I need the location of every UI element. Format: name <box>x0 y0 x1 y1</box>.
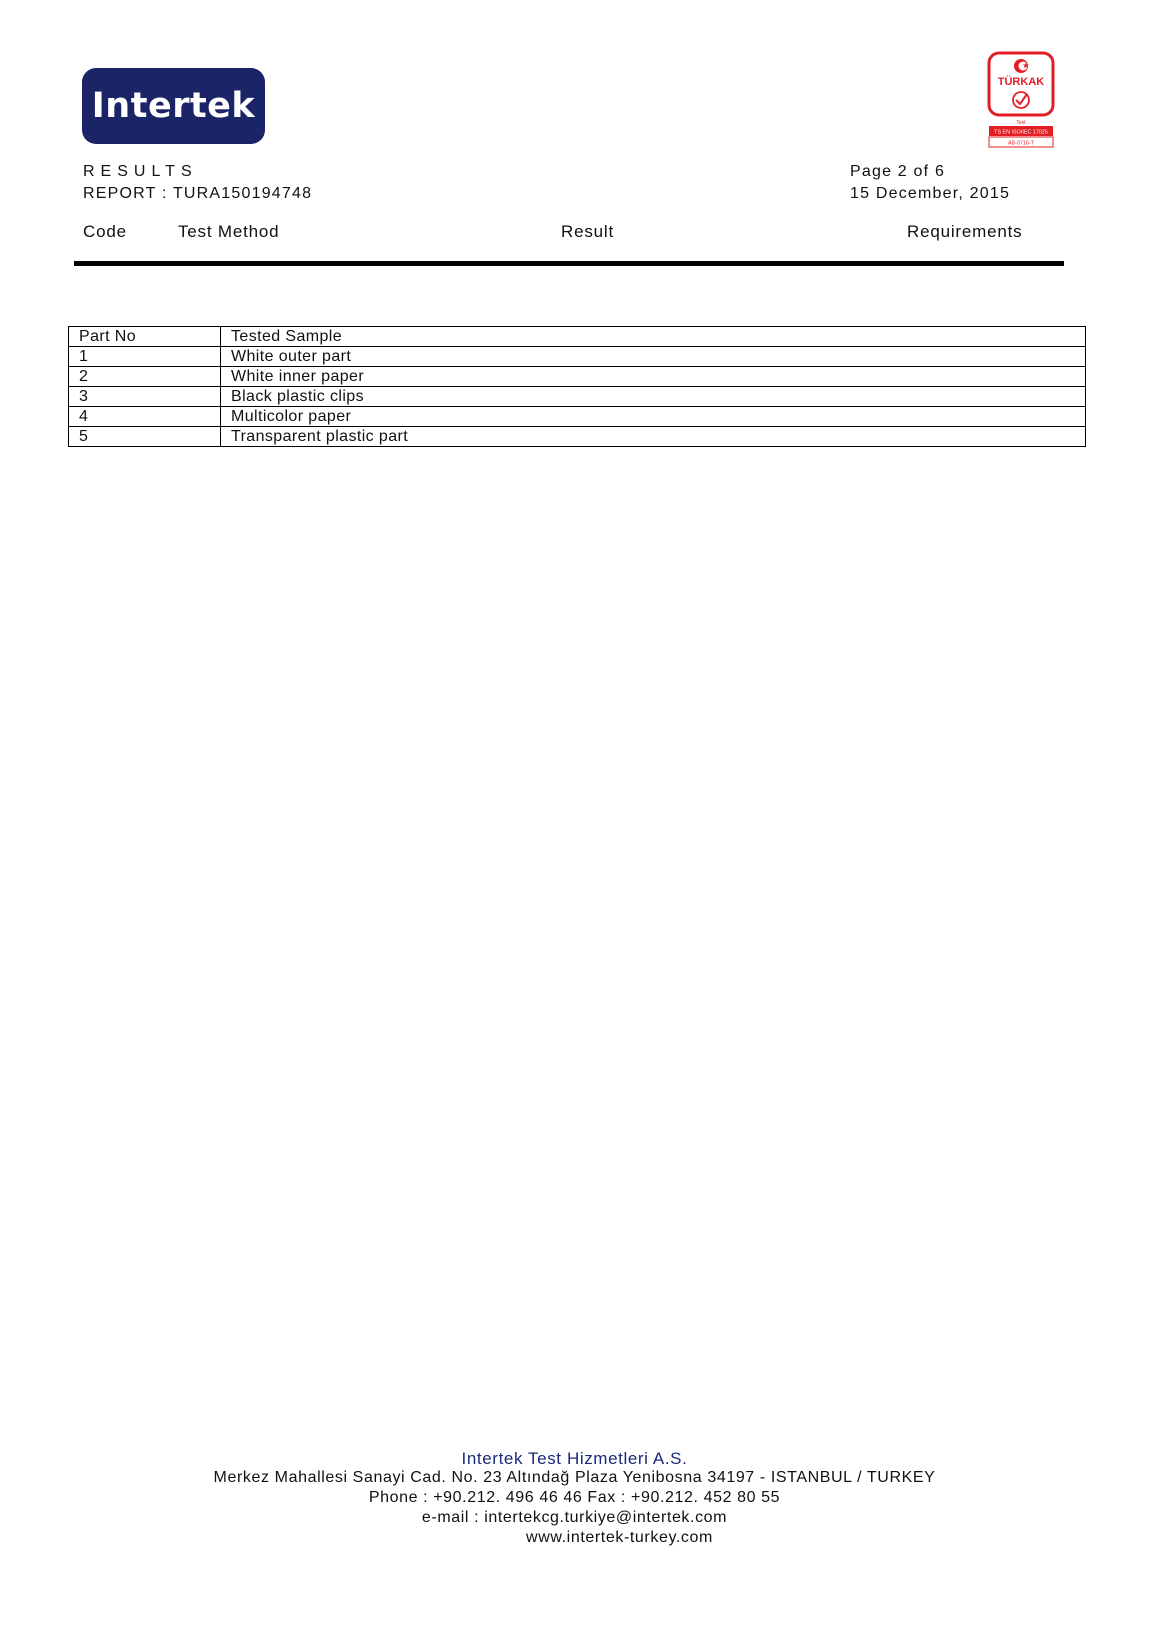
header-tested-sample: Tested Sample <box>221 327 1086 347</box>
turkak-line1: Test <box>1016 120 1026 126</box>
tested-sample-cell: Transparent plastic part <box>221 427 1086 447</box>
parts-table <box>68 326 1086 447</box>
header-part-no: Part No <box>69 327 221 347</box>
header-divider <box>74 261 1064 266</box>
table-row <box>69 427 1086 447</box>
table-row <box>69 347 1086 367</box>
tested-sample-cell: Black plastic clips <box>221 387 1086 407</box>
page-indicator: Page 2 of 6 <box>850 163 946 180</box>
table-row <box>69 387 1086 407</box>
results-label: RESULTS <box>83 163 198 180</box>
tested-sample-cell: Multicolor paper <box>221 407 1086 427</box>
part-no-cell: 4 <box>69 407 221 427</box>
footer-company: Intertek Test Hizmetleri A.S. <box>461 1449 688 1468</box>
footer-website[interactable]: www.intertek-turkey.com <box>526 1529 713 1546</box>
part-no-cell: 3 <box>69 387 221 407</box>
part-no-cell: 1 <box>69 347 221 367</box>
logo-text: Intertek <box>91 86 256 126</box>
column-result: Result <box>561 222 614 241</box>
column-test-method: Test Method <box>178 222 280 241</box>
turkak-accreditation-logo <box>987 51 1055 151</box>
report-number: REPORT : TURA150194748 <box>83 185 313 202</box>
footer-address: Merkez Mahallesi Sanayi Cad. No. 23 Altındağ Plaza Yenibosna 34197 - ISTANBUL / TURKEY <box>213 1469 936 1486</box>
turkak-line2: TS EN ISO/IEC 17025 <box>994 129 1048 136</box>
footer-email: e-mail : intertekcg.turkiye@intertek.com <box>421 1509 728 1526</box>
tested-sample-cell: White inner paper <box>221 367 1086 387</box>
table-row <box>69 407 1086 427</box>
table-row <box>69 367 1086 387</box>
tested-sample-cell: White outer part <box>221 347 1086 367</box>
part-no-cell: 2 <box>69 367 221 387</box>
table-header-row <box>69 327 1086 347</box>
intertek-logo <box>82 68 265 144</box>
part-no-cell: 5 <box>69 427 221 447</box>
column-code: Code <box>83 222 127 241</box>
turkak-line3: AB-0716-T <box>1007 140 1035 147</box>
column-requirements: Requirements <box>907 222 1023 241</box>
turkak-name: TÜRKAK <box>997 76 1045 88</box>
report-date: 15 December, 2015 <box>850 185 1011 202</box>
footer-phone: Phone : +90.212. 496 46 46 Fax : +90.212. 452 80 55 <box>368 1489 781 1506</box>
